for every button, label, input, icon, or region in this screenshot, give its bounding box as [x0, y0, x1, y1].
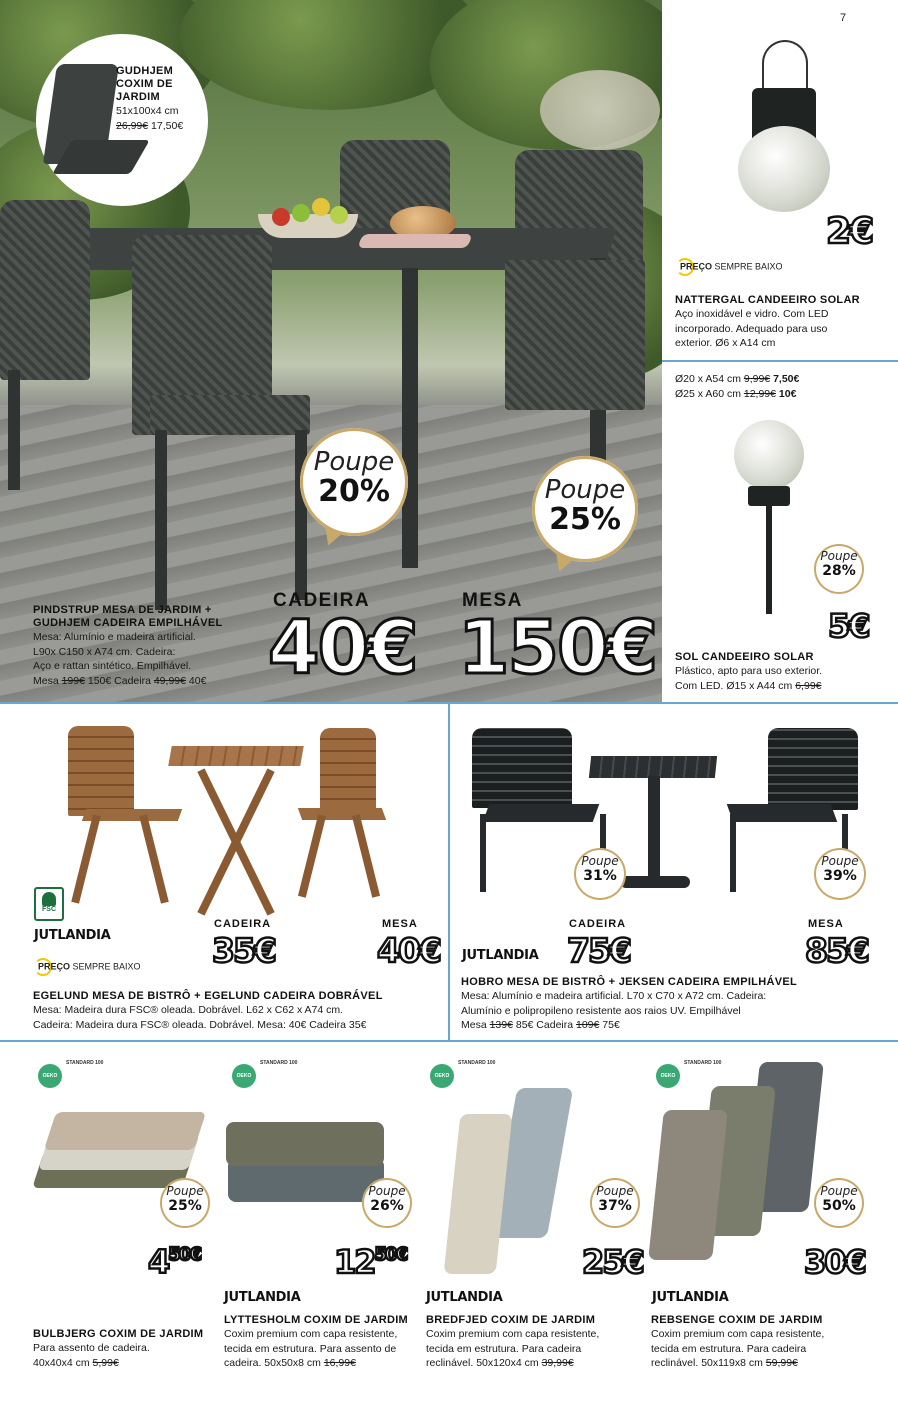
cushion-card-bredfjed	[426, 1042, 650, 1403]
lamp-globe	[738, 126, 830, 212]
cushion-title: REBSENGE COXIM DE JARDIM	[651, 1314, 823, 1326]
divider	[662, 360, 898, 362]
cushion-desc: Para assento de cadeira. 40x40x4 cm 5,99€	[33, 1342, 150, 1369]
cushion-image	[648, 1110, 728, 1260]
inset-price: 26,99€ 17,50€	[116, 119, 184, 132]
cushion-text	[224, 1314, 424, 1371]
oeko-tex-badge: OEKO TEX	[38, 1064, 62, 1088]
savings-badge: Poupe 37%	[590, 1178, 640, 1228]
sol-sizes: Ø20 x A54 cm 9,99€ 7,50€ Ø25 x A60 cm 12,99€ 10€	[675, 373, 800, 400]
nattergal-desc: Aço inoxidável e vidro. Com LED incorporado. Adequado para uso exterior. Ø6 x A14 cm	[675, 308, 829, 349]
table-label: MESA	[808, 918, 844, 930]
savings-badge: Poupe 50%	[814, 1178, 864, 1228]
wood-chair-back	[320, 728, 376, 814]
table-label: MESA	[462, 590, 523, 611]
nattergal-price: 2€	[826, 211, 873, 252]
jutlandia-logo: JUTLANDIA	[462, 948, 539, 963]
sol-desc: Plástico, apto para uso exterior. Com LED. Ø15 x A44 cm 6,99€	[675, 665, 823, 692]
metal-chair-back	[768, 728, 858, 810]
fruit	[292, 204, 310, 222]
chair-front-left	[0, 200, 90, 380]
chair-price: 40€	[268, 605, 417, 691]
sol-lamp-stake	[766, 504, 772, 614]
oeko-tex-badge: OEKO TEX	[656, 1064, 680, 1088]
metal-chair-leg	[480, 814, 486, 892]
egelund-text	[33, 990, 443, 1032]
table-price: 150€	[458, 605, 656, 691]
cushion-card-rebsenge	[650, 1042, 898, 1403]
chair-label: CADEIRA	[569, 918, 627, 930]
egelund-table-price: 40€	[377, 931, 440, 970]
cushion-image	[226, 1122, 384, 1166]
savings-badge: Poupe 26%	[362, 1178, 412, 1228]
wood-chair-leg	[71, 814, 101, 903]
hobro-price-line: Mesa 139€ 85€ Cadeira 109€ 75€	[461, 1019, 620, 1031]
cushion-image	[44, 1112, 206, 1150]
sol-savings-badge: Poupe 28%	[814, 544, 864, 594]
jutlandia-logo: JUTLANDIA	[34, 928, 111, 943]
jutlandia-logo: JUTLANDIA	[426, 1290, 503, 1305]
nattergal-text	[675, 294, 885, 351]
cushion-title: LYTTESHOLM COXIM DE JARDIM	[224, 1314, 409, 1326]
chair-label: CADEIRA	[273, 590, 371, 611]
hobro-chair-savings-badge: Poupe 31%	[574, 848, 626, 900]
oeko-tex-label: STANDARD 100	[458, 1060, 496, 1066]
oeko-tex-label: STANDARD 100	[66, 1060, 104, 1066]
hero-price-line: Mesa 199€ 150€ Cadeira 49,99€ 40€	[33, 674, 207, 687]
inset-title: GUDHJEM COXIM DE JARDIM	[116, 65, 174, 103]
napkin	[357, 234, 472, 248]
sand-dune	[540, 70, 660, 150]
oeko-tex-label: STANDARD 100	[684, 1060, 722, 1066]
lamp-hanger	[762, 40, 808, 90]
hero-text	[33, 604, 273, 688]
wood-chair-back	[68, 726, 134, 816]
egelund-chair-price: 35€	[212, 931, 275, 970]
oeko-tex-badge: OEKO TEX	[232, 1064, 256, 1088]
inset-dims: 51x100x4 cm	[116, 105, 179, 117]
metal-chair-seat	[483, 804, 600, 822]
wood-table-top	[168, 746, 304, 766]
hobro-table-price: 85€	[805, 931, 868, 970]
cushion-desc: Coxim premium com capa resistente, tecida em estrutura. Para assento de cadeira. 50x50x8 cm 16,99€	[224, 1328, 398, 1369]
hero-title: PINDSTRUP MESA DE JARDIM + GUDHJEM CADEIRA EMPILHÁVEL	[33, 604, 223, 629]
egelund-title: EGELUND MESA DE BISTRÔ + EGELUND CADEIRA DOBRÁVEL	[33, 990, 383, 1002]
cushion-title: BULBJERG COXIM DE JARDIM	[33, 1328, 204, 1340]
hobro-section	[450, 704, 898, 1040]
cushion-desc: Coxim premium com capa resistente, tecida em estrutura. Para cadeira reclinável. 50x119x8 cm 59,99€	[651, 1328, 825, 1369]
hobro-title: HOBRO MESA DE BISTRÔ + JEKSEN CADEIRA EMPILHÁVEL	[461, 976, 797, 988]
hobro-table-savings-badge: Poupe 39%	[814, 848, 866, 900]
chair-right-seat	[505, 260, 645, 410]
wood-chair-leg	[352, 814, 380, 897]
metal-chair-seat	[727, 804, 838, 822]
egelund-section	[0, 704, 448, 1040]
savings-badge: Poupe 25%	[160, 1178, 210, 1228]
cushion-price: $12^{50€}$	[334, 1243, 407, 1281]
savings-badge-table: Poupe 25%	[532, 456, 638, 562]
jutlandia-logo: JUTLANDIA	[224, 1290, 301, 1305]
chair-label: CADEIRA	[214, 918, 272, 930]
fruit	[272, 208, 290, 226]
sol-text	[675, 651, 890, 693]
sol-lamp-globe	[734, 420, 804, 490]
cushion-image	[444, 1114, 513, 1274]
chair-seat	[150, 395, 310, 435]
preco-sempre-baixo-logo: PREÇO SEMPRE BAIXO	[34, 958, 141, 976]
inset-text	[116, 65, 183, 133]
hobro-desc: Mesa: Alumínio e madeira artificial. L70 x C70 x A72 cm. Cadeira: Alumínio e polipropileno resistente aos raios UV. Empilhável Mesa 139€ 85€ Cadeira 109€ 75€	[461, 989, 891, 1033]
cushion-price: 25€	[582, 1243, 643, 1281]
metal-table-pole	[648, 776, 660, 882]
chair-leg	[155, 430, 167, 610]
wood-chair-leg	[298, 814, 326, 897]
page-number: 7	[840, 12, 847, 24]
cushion-title: BREDFJED COXIM DE JARDIM	[426, 1314, 596, 1326]
oeko-tex-badge: OEKO TEX	[430, 1064, 454, 1088]
egelund-desc: Mesa: Madeira dura FSC® oleada. Dobrável. L62 x C62 x A74 cm. Cadeira: Madeira dura FSC® oleada. Dobrável. Mesa: 40€ Cadeira 35€	[33, 1004, 367, 1031]
sol-price: 5€	[828, 607, 869, 645]
sol-lamp-base	[748, 486, 790, 506]
cushion-card-lyttesholm	[224, 1042, 426, 1403]
metal-table-base	[620, 876, 690, 888]
nattergal-title: NATTERGAL CANDEEIRO SOLAR	[675, 294, 860, 306]
cushion-text	[33, 1328, 223, 1370]
table-leg	[402, 268, 418, 568]
fsc-logo: FSC	[34, 887, 64, 921]
metal-table-top	[589, 756, 717, 778]
hobro-chair-price: 75€	[567, 931, 630, 970]
hobro-text	[461, 976, 891, 1033]
table-label: MESA	[382, 918, 418, 930]
cushion-price: 30€	[804, 1243, 865, 1281]
jutlandia-logo: JUTLANDIA	[652, 1290, 729, 1305]
cushion-price: $4^{50€}$	[148, 1243, 200, 1281]
fruit	[330, 206, 348, 224]
cushion-desc: Coxim premium com capa resistente, tecida em estrutura. Para cadeira reclinável. 50x120x4 cm 39,99€	[426, 1328, 600, 1369]
hero-desc: Mesa: Alumínio e madeira artificial. L90x C150 x A74 cm. Cadeira: Aço e rattan sintético. Empilhável. Mesa 199€ 150€ Cadeira 49,99€ 40€	[33, 630, 273, 688]
savings-badge-chair: Poupe 20%	[300, 428, 408, 536]
metal-chair-back	[472, 728, 572, 808]
cushion-card-bulbjerg	[0, 1042, 224, 1403]
wood-chair-seat	[298, 808, 386, 820]
cushion-text	[651, 1314, 891, 1371]
metal-chair-leg	[730, 814, 736, 892]
hero-photo	[0, 0, 662, 702]
oeko-tex-label: STANDARD 100	[260, 1060, 298, 1066]
chair-leg	[8, 370, 20, 490]
cushion-text	[426, 1314, 646, 1371]
preco-sempre-baixo-logo: PREÇO SEMPRE BAIXO	[676, 258, 783, 276]
sol-title: SOL CANDEEIRO SOLAR	[675, 651, 814, 663]
wood-chair-leg	[139, 814, 169, 903]
fruit	[312, 198, 330, 216]
